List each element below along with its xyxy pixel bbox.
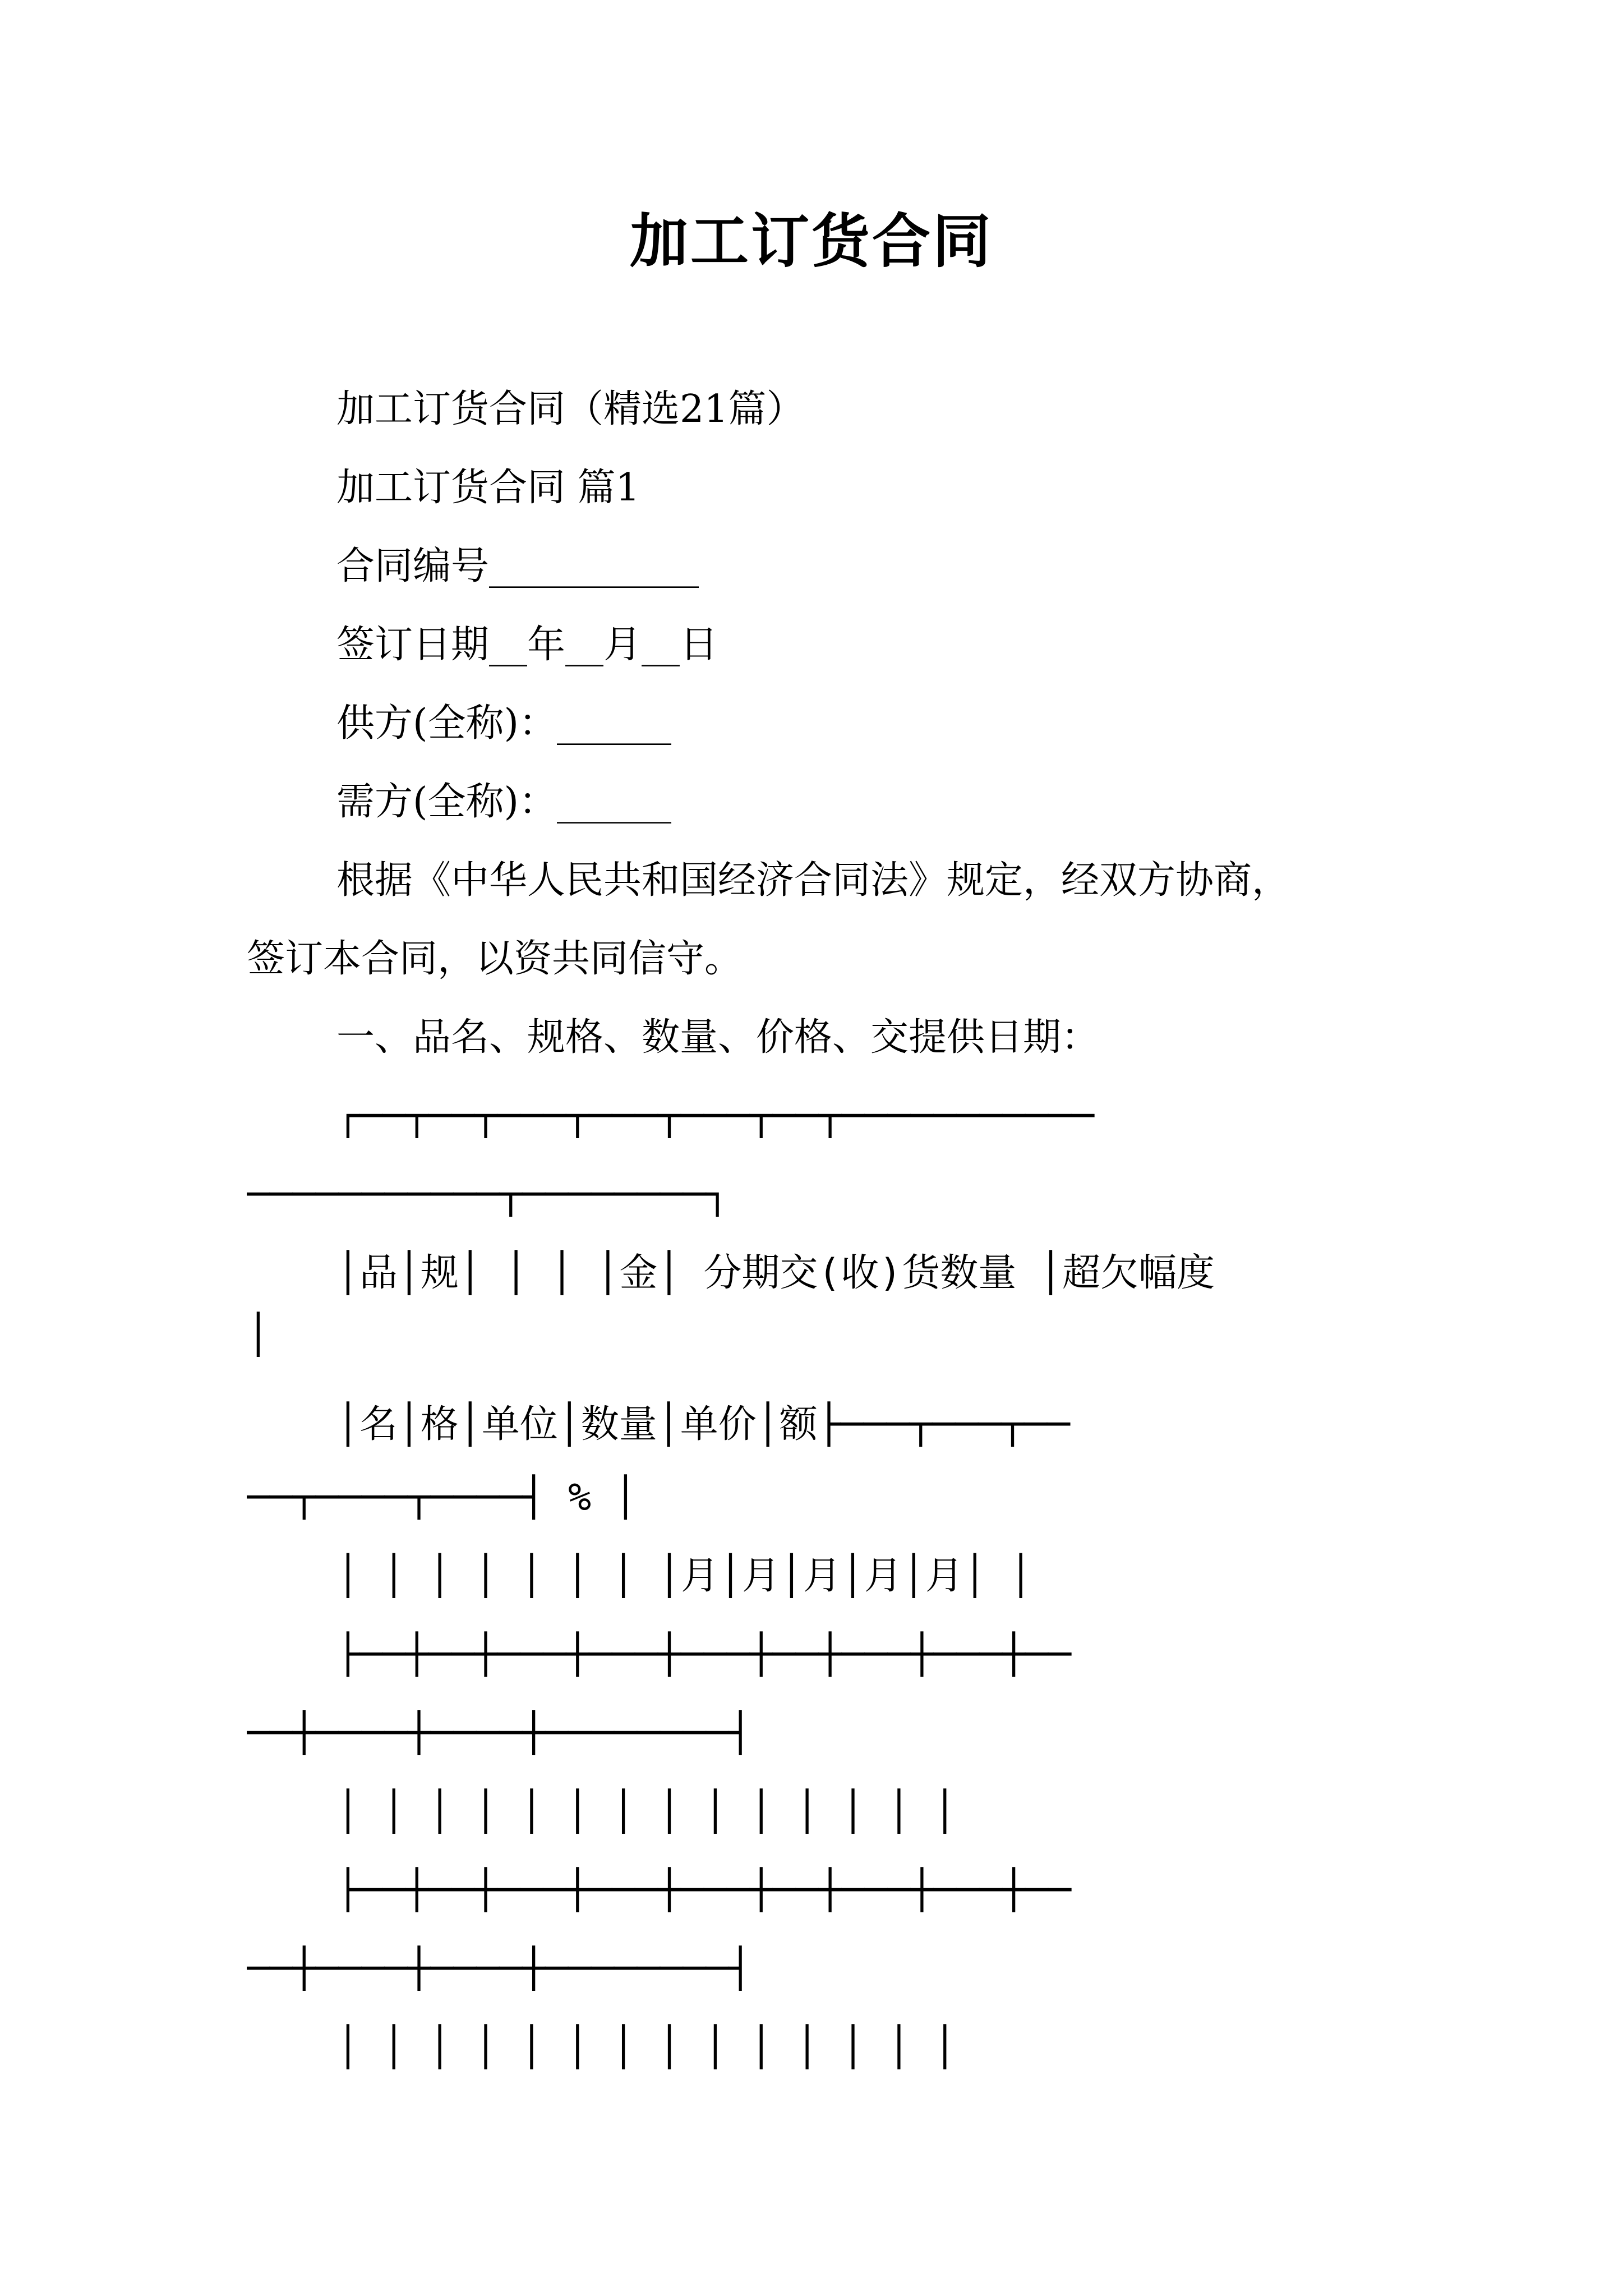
document-title: 加工订货合同 [629,206,993,275]
buyer-line: 需方(全称)：______ [336,780,672,824]
table-line-10: │ │ │ │ │ │ │ │ │ │ │ │ │ │ [336,1789,957,1834]
sign-date-line: 签订日期__年__月__日 [336,623,718,667]
subtitle-line: 加工订货合同（精选21篇） [336,387,805,431]
table-line-12: ──┼────┼────┼────────┤ [247,1947,752,1991]
table-line-8: ├──┼──┼───┼───┼───┼──┼───┼───┼── [336,1632,1072,1677]
supplier-line: 供方(全称)：______ [336,701,672,746]
table-line-6: ──┬────┬────┤ % │ [247,1475,637,1520]
table-line-5: │名│格│单位│数量│单价│额├───┬───┬── [336,1402,1070,1447]
contract-number-line: 合同编号___________ [336,544,699,588]
table-line-7: │ │ │ │ │ │ │ │月│月│月│月│月│ │ [336,1554,1032,1598]
paragraph-line-1: 根据《中华人民共和国经济合同法》规定，经双方协商， [336,858,1290,903]
section-heading: 加工订货合同 篇1 [336,466,640,510]
table-line-2: ───────────┬────────┐ [247,1172,729,1217]
table-line-4: │ [247,1313,270,1357]
table-line-1: ┌──┬──┬───┬───┬───┬──┬─────────── [336,1094,1095,1138]
paragraph-line-2: 签订本合同，以资共同信守。 [247,937,743,981]
table-line-13: │ │ │ │ │ │ │ │ │ │ │ │ │ │ [336,2025,957,2069]
table-line-11: ├──┼──┼───┼───┼───┼──┼───┼───┼── [336,1868,1072,1912]
table-line-3: │品│规│ │ │ │金│ 分期交(收)货数量 │超欠幅度 [336,1251,1215,1295]
table-line-9: ──┼────┼────┼────────┤ [247,1711,752,1755]
clause-heading: 一、品名、规格、数量、价格、交提供日期： [336,1015,1100,1060]
